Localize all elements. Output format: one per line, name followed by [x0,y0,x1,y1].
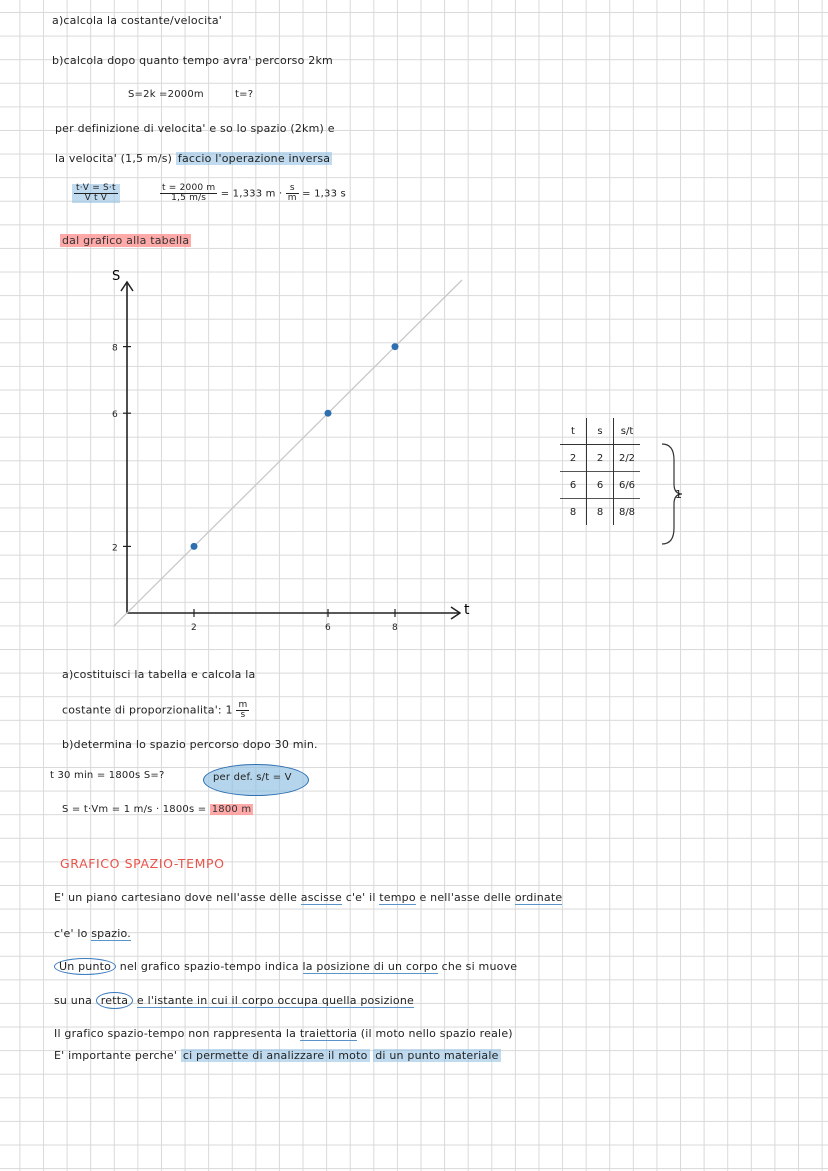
theory-line4 [54,994,414,1007]
calc-denominator: 1,5 m/s [171,193,207,203]
y-tick-label: 8 [112,343,118,354]
table-cell: 8 [560,499,587,526]
reason-line2-highlight: faccio l'operazione inversa [177,152,331,165]
theory-posizione: la posizione di un corpo [302,960,438,973]
theory-text: c'e' il [345,891,376,904]
theory-title-text: GRAFICO SPAZIO-TEMPO [60,856,225,871]
given-s: S=2k =2000m [128,89,204,100]
table-header-t: t [560,418,587,445]
calc-mid: = 1,333 m · [220,188,283,200]
x-axis-label: t [464,602,470,618]
y-tick-label: 6 [112,410,118,421]
theory-text: e nell'asse delle [419,891,512,904]
theory-line5 [54,1027,513,1040]
calc-unit-d: m [287,193,297,203]
graph-title-highlight: dal grafico alla tabella [62,234,190,247]
x-tick-label: 2 [191,623,197,633]
theory-line3 [54,960,517,973]
problem2-calc-result: 1800 m [211,804,252,815]
brace-result: 1 [675,488,683,501]
data-point [392,343,399,350]
theory-ordinate: ordinate [514,891,563,904]
theory-text: E' importante perche' [54,1049,178,1062]
trend-line [114,280,462,626]
problem2-unit-n: m [238,700,248,710]
formula-numerator: t·V = S·t [76,183,116,193]
theory-text: su una [54,994,93,1007]
theory-text: (il moto nello spazio reale) [360,1027,513,1040]
table-header-ratio: s/t [614,418,641,445]
theory-punto: Un punto [54,958,116,975]
table-cell: 2 [560,445,587,472]
theory-line2 [54,927,131,940]
table-cell: 8 [587,499,614,526]
reason-line2-plain: la velocita' (1,5 m/s) [55,152,173,165]
theory-retta: retta [96,992,133,1009]
y-tick-label: 2 [112,543,118,554]
table-cell: 6 [560,472,587,499]
theory-text: Il grafico spazio-tempo non rappresenta la [54,1027,297,1040]
given-t: t=? [235,89,254,100]
theory-line6 [54,1049,501,1062]
data-point [325,410,332,417]
theory-line1 [54,891,562,904]
problem2-a-text: costante di proporzionalita': 1 [62,703,233,717]
calc-unit-n: s [286,184,299,194]
reason-line1: per definizione di velocita' e so lo spazio (2km) e [55,122,335,135]
theory-text: c'e' lo [54,927,88,940]
table-row [560,499,640,526]
theory-tempo: tempo [379,891,416,904]
problem1-a: a)calcola la costante/velocita' [52,14,223,27]
problem2-b: b)determina lo spazio percorso dopo 30 min. [62,738,318,751]
problem2-unit [236,701,249,720]
table-cell: 2 [587,445,614,472]
theory-punto-materiale: di un punto materiale [375,1049,499,1062]
x-tick-label: 8 [392,623,398,633]
problem1-b: b)calcola dopo quanto tempo avra' percorso 2km [52,54,333,67]
x-tick-label: 6 [325,623,331,633]
theory-traiettoria: traiettoria [299,1027,358,1040]
y-axis-label: S [112,269,121,284]
table-cell: 2/2 [614,445,641,472]
theory-text: nel grafico spazio-tempo indica [119,960,299,973]
table-header-s: s [587,418,614,445]
table-row [560,472,640,499]
problem2-a-line2 [62,701,249,720]
theory-spazio: spazio. [91,927,131,940]
table-row [560,445,640,472]
calc-result: = 1,33 s [302,188,346,200]
theory-text: che si muove [441,960,518,973]
problem2-a-line1: a)costituisci la tabella e calcola la [62,668,256,681]
table-cell: 6/6 [614,472,641,499]
theory-title [60,856,225,871]
theory-analizzare: ci permette di analizzare il moto [182,1049,368,1062]
data-point [191,543,198,550]
problem2-calc [62,804,253,815]
table-header-row [560,418,640,445]
formula-denominator: V t V [84,193,108,203]
table-cell: 6 [587,472,614,499]
calc-numerator: t = 2000 m [162,183,216,193]
problem2-unit-d: s [240,710,246,720]
definition-oval-text: per def. s/t = V [213,772,292,783]
table-cell: 8/8 [614,499,641,526]
problem2-calc-plain: S = t·Vm = 1 m/s · 1800s = [62,804,207,815]
theory-text: E' un piano cartesiano dove nell'asse delle [54,891,298,904]
theory-istante: e l'istante in cui il corpo occupa quella posizione [136,994,414,1007]
theory-ascisse: ascisse [300,891,342,904]
problem2-given: t 30 min = 1800s S=? [50,770,165,781]
chart-trend-line [114,280,462,626]
value-table [560,418,640,525]
